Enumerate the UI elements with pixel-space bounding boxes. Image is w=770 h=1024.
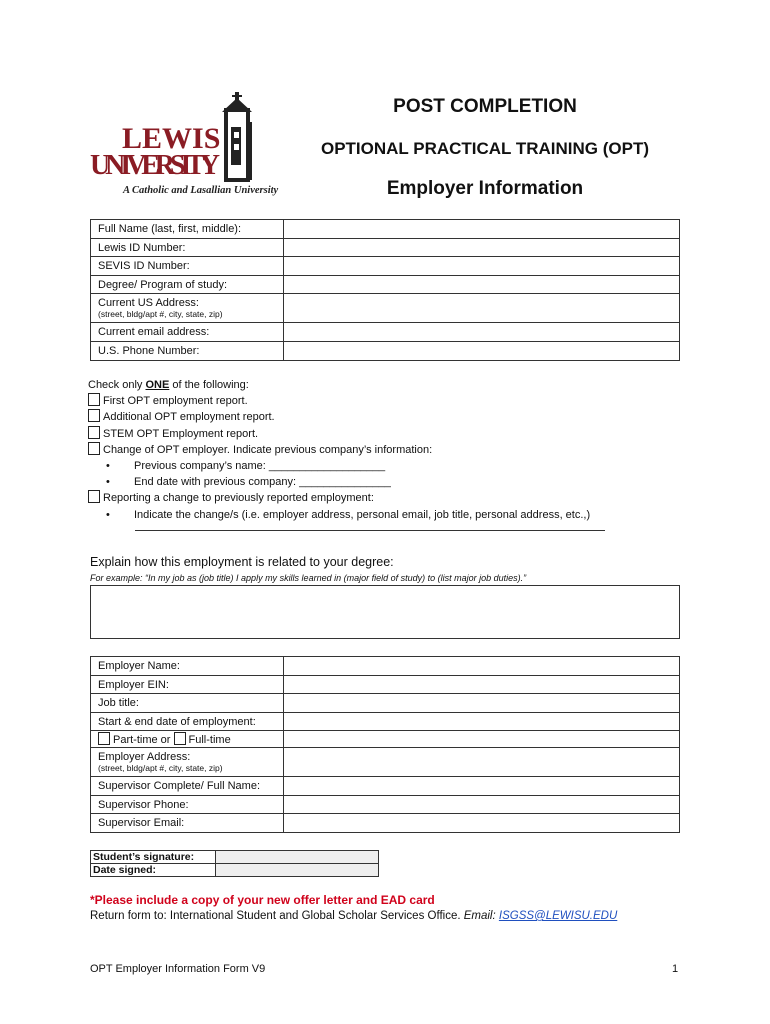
explain-textbox[interactable] <box>90 585 680 639</box>
checkbox-change-employer[interactable] <box>88 442 100 455</box>
offer-letter-note: *Please include a copy of your new offer letter and EAD card <box>90 893 435 907</box>
field-date-signed[interactable] <box>216 864 379 877</box>
checkbox-part-time[interactable] <box>98 732 110 745</box>
field-employer-ein[interactable] <box>284 676 680 694</box>
bullet-end-date: • End date with previous company: _______________ <box>88 474 688 490</box>
signature-table <box>90 850 379 877</box>
label-employer-name: Employer Name: <box>91 657 284 676</box>
student-info-table <box>90 219 680 361</box>
intro-suffix: of the following: <box>169 379 249 391</box>
label-supervisor-name: Supervisor Complete/ Full Name: <box>91 777 284 796</box>
field-phone[interactable] <box>284 342 680 361</box>
logo-line2: UNIVERSITY <box>90 150 220 181</box>
option-additional-opt-label: Additional OPT employment report. <box>103 411 275 424</box>
return-text: Return form to: International Student and Global Scholar Services Office. <box>90 910 464 922</box>
field-employer-address[interactable] <box>284 748 680 777</box>
field-employer-name[interactable] <box>284 657 680 676</box>
checkbox-additional-opt[interactable] <box>88 409 100 422</box>
return-instructions <box>90 910 617 922</box>
field-degree[interactable] <box>284 276 680 294</box>
checkbox-first-opt[interactable] <box>88 393 100 406</box>
lewis-university-logo <box>88 92 288 200</box>
option-stem-opt[interactable] <box>88 426 688 442</box>
option-additional-opt[interactable] <box>88 409 688 425</box>
field-lewis-id[interactable] <box>284 239 680 257</box>
bullet-previous-company-name: • Previous company’s name: ___________________ <box>88 458 688 474</box>
option-first-opt[interactable] <box>88 393 688 409</box>
field-employment-dates[interactable] <box>284 713 680 731</box>
label-employer-address-sub: (street, bldg/apt #, city, state, zip) <box>98 763 223 773</box>
label-full-name: Full Name (last, first, middle): <box>91 220 284 239</box>
footer-form-name: OPT Employer Information Form V9 <box>90 963 266 975</box>
page-number: 1 <box>672 963 679 975</box>
employer-info-table <box>90 656 680 833</box>
intro-prefix: Check only <box>88 379 146 391</box>
change-description-line[interactable] <box>135 530 605 531</box>
label-full-time: Full-time <box>188 734 231 746</box>
isgss-email-link[interactable]: ISGSS@LEWISU.EDU <box>498 910 618 922</box>
option-stem-opt-label: STEM OPT Employment report. <box>103 427 259 440</box>
checkbox-full-time[interactable] <box>174 732 186 745</box>
field-full-name[interactable] <box>284 220 680 239</box>
checkbox-reporting-change[interactable] <box>88 490 100 503</box>
label-phone: U.S. Phone Number: <box>91 342 284 361</box>
label-supervisor-email: Supervisor Email: <box>91 814 284 833</box>
label-sevis-id: SEVIS ID Number: <box>91 257 284 276</box>
label-us-address <box>91 294 284 323</box>
label-us-address-sub: (street, bldg/apt #, city, state, zip) <box>98 309 223 319</box>
field-supervisor-email[interactable] <box>284 814 680 833</box>
label-degree: Degree/ Program of study: <box>91 276 284 294</box>
option-reporting-change[interactable] <box>88 490 688 506</box>
field-job-title[interactable] <box>284 694 680 713</box>
explain-example: For example: “In my job as (job title) I apply my skills learned in (major field of study) to (list major job duties).” <box>90 573 527 583</box>
label-employment-dates: Start & end date of employment: <box>91 713 284 731</box>
option-change-employer-label: Change of OPT employer. Indicate previous company’s information: <box>103 443 433 456</box>
bullet-indicate-change: • Indicate the change/s (i.e. employer address, personal email, job title, personal address, etc.,) <box>88 507 688 523</box>
label-us-address-text: Current US Address: <box>98 297 199 309</box>
employment-type-cell <box>91 731 284 748</box>
field-employment-type <box>284 731 680 748</box>
option-change-employer[interactable] <box>88 442 688 458</box>
field-sevis-id[interactable] <box>284 257 680 276</box>
label-job-title: Job title: <box>91 694 284 713</box>
label-supervisor-phone: Supervisor Phone: <box>91 796 284 814</box>
label-date-signed: Date signed: <box>91 864 216 877</box>
label-employer-address <box>91 748 284 777</box>
label-employer-address-text: Employer Address: <box>98 751 191 763</box>
checkbox-stem-opt[interactable] <box>88 426 100 439</box>
title-employer-information: Employer Information <box>386 178 584 199</box>
title-post-completion: POST COMPLETION <box>393 96 577 117</box>
label-email: Current email address: <box>91 323 284 342</box>
option-first-opt-label: First OPT employment report. <box>103 395 248 408</box>
label-student-signature: Student’s signature: <box>91 851 216 864</box>
label-employer-ein: Employer EIN: <box>91 676 284 694</box>
intro-emphasis: ONE <box>145 379 170 391</box>
report-type-checklist <box>88 377 688 523</box>
email-label: Email: <box>463 910 499 922</box>
title-opt: OPTIONAL PRACTICAL TRAINING (OPT) <box>320 139 650 158</box>
label-part-time: Part-time or <box>113 734 174 746</box>
field-us-address[interactable] <box>284 294 680 323</box>
explain-heading: Explain how this employment is related to your degree: <box>90 555 394 569</box>
logo-tagline: A Catholic and Lasallian University <box>123 185 279 196</box>
field-student-signature[interactable] <box>216 851 379 864</box>
label-lewis-id: Lewis ID Number: <box>91 239 284 257</box>
field-supervisor-phone[interactable] <box>284 796 680 814</box>
field-supervisor-name[interactable] <box>284 777 680 796</box>
field-email[interactable] <box>284 323 680 342</box>
checklist-intro <box>88 377 688 393</box>
option-reporting-change-label: Reporting a change to previously reported employment: <box>103 492 374 505</box>
logo-line1: LEWIS <box>122 122 221 155</box>
